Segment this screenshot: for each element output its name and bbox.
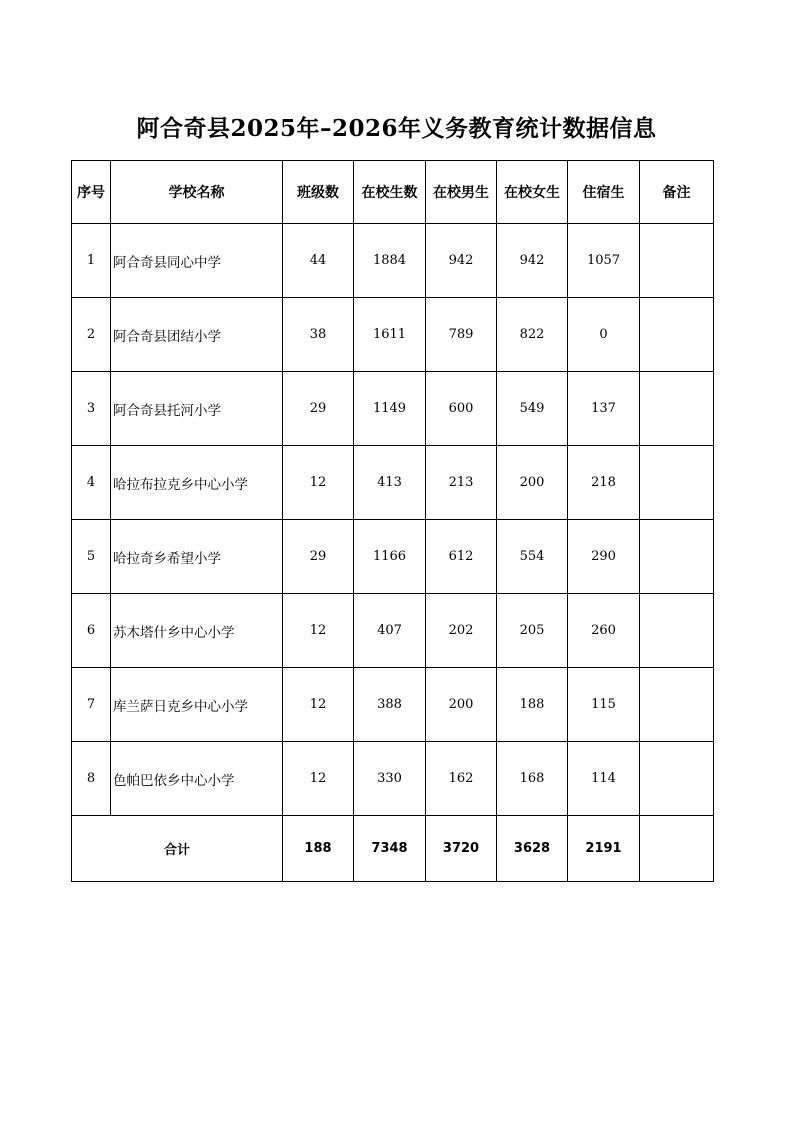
- cell-male: 200: [426, 668, 497, 742]
- cell-boarders: 0: [568, 298, 640, 372]
- cell-boarders: 260: [568, 594, 640, 668]
- cell-notes: [640, 372, 714, 446]
- cell-classes: 29: [283, 372, 354, 446]
- cell-school-name: 哈拉奇乡希望小学: [111, 520, 283, 594]
- cell-index: 4: [72, 446, 111, 520]
- cell-male: 942: [426, 224, 497, 298]
- header-students: 在校生数: [354, 161, 426, 224]
- cell-students: 413: [354, 446, 426, 520]
- table-row: [72, 594, 714, 668]
- cell-classes: 44: [283, 224, 354, 298]
- cell-index: 2: [72, 298, 111, 372]
- total-classes: 188: [283, 816, 354, 882]
- cell-male: 789: [426, 298, 497, 372]
- cell-male: 612: [426, 520, 497, 594]
- table-row: [72, 372, 714, 446]
- cell-notes: [640, 668, 714, 742]
- header-notes: 备注: [640, 161, 714, 224]
- cell-notes: [640, 446, 714, 520]
- header-school: 学校名称: [111, 161, 283, 224]
- table-row: [72, 224, 714, 298]
- cell-school-name: 阿合奇县托河小学: [111, 372, 283, 446]
- total-female: 3628: [497, 816, 568, 882]
- cell-boarders: 137: [568, 372, 640, 446]
- cell-female: 942: [497, 224, 568, 298]
- cell-index: 3: [72, 372, 111, 446]
- header-boarders: 住宿生: [568, 161, 640, 224]
- cell-notes: [640, 298, 714, 372]
- total-label: 合计: [72, 816, 283, 882]
- cell-male: 600: [426, 372, 497, 446]
- cell-notes: [640, 594, 714, 668]
- cell-male: 162: [426, 742, 497, 816]
- cell-index: 1: [72, 224, 111, 298]
- cell-boarders: 115: [568, 668, 640, 742]
- header-classes: 班级数: [283, 161, 354, 224]
- cell-index: 8: [72, 742, 111, 816]
- cell-male: 213: [426, 446, 497, 520]
- total-notes: [640, 816, 714, 882]
- total-row: [72, 816, 714, 882]
- cell-boarders: 1057: [568, 224, 640, 298]
- cell-students: 407: [354, 594, 426, 668]
- cell-school-name: 哈拉布拉克乡中心小学: [111, 446, 283, 520]
- header-row: [72, 161, 714, 224]
- cell-female: 188: [497, 668, 568, 742]
- table-row: [72, 446, 714, 520]
- total-boarders: 2191: [568, 816, 640, 882]
- cell-notes: [640, 742, 714, 816]
- total-male: 3720: [426, 816, 497, 882]
- cell-classes: 12: [283, 446, 354, 520]
- cell-school-name: 苏木塔什乡中心小学: [111, 594, 283, 668]
- header-female: 在校女生: [497, 161, 568, 224]
- cell-classes: 12: [283, 742, 354, 816]
- cell-boarders: 290: [568, 520, 640, 594]
- table-row: [72, 298, 714, 372]
- cell-notes: [640, 520, 714, 594]
- cell-school-name: 阿合奇县团结小学: [111, 298, 283, 372]
- total-students: 7348: [354, 816, 426, 882]
- cell-notes: [640, 224, 714, 298]
- table-row: [72, 668, 714, 742]
- cell-female: 822: [497, 298, 568, 372]
- cell-students: 1611: [354, 298, 426, 372]
- cell-boarders: 114: [568, 742, 640, 816]
- cell-classes: 29: [283, 520, 354, 594]
- statistics-table: [71, 160, 714, 882]
- cell-classes: 38: [283, 298, 354, 372]
- cell-students: 1166: [354, 520, 426, 594]
- cell-school-name: 库兰萨日克乡中心小学: [111, 668, 283, 742]
- cell-female: 549: [497, 372, 568, 446]
- cell-female: 205: [497, 594, 568, 668]
- table-row: [72, 520, 714, 594]
- cell-female: 554: [497, 520, 568, 594]
- cell-classes: 12: [283, 594, 354, 668]
- cell-students: 388: [354, 668, 426, 742]
- cell-index: 6: [72, 594, 111, 668]
- cell-index: 5: [72, 520, 111, 594]
- cell-school-name: 色帕巴依乡中心小学: [111, 742, 283, 816]
- cell-index: 7: [72, 668, 111, 742]
- cell-classes: 12: [283, 668, 354, 742]
- cell-male: 202: [426, 594, 497, 668]
- page-title: 阿合奇县2025年–2026年义务教育统计数据信息: [136, 115, 657, 142]
- cell-female: 168: [497, 742, 568, 816]
- header-index: 序号: [72, 161, 111, 224]
- table-row: [72, 742, 714, 816]
- header-male: 在校男生: [426, 161, 497, 224]
- cell-students: 1884: [354, 224, 426, 298]
- cell-boarders: 218: [568, 446, 640, 520]
- cell-students: 330: [354, 742, 426, 816]
- cell-female: 200: [497, 446, 568, 520]
- cell-students: 1149: [354, 372, 426, 446]
- cell-school-name: 阿合奇县同心中学: [111, 224, 283, 298]
